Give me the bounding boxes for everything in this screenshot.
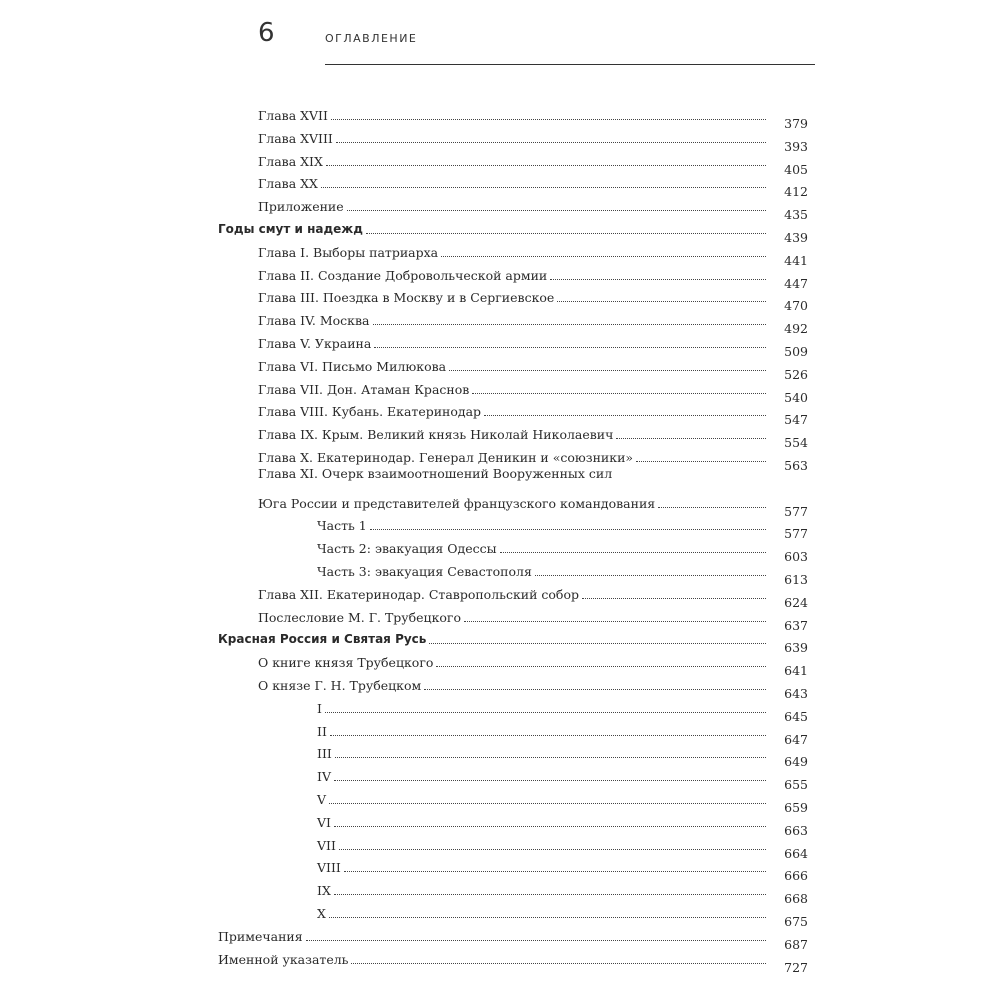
page-header [0, 0, 1000, 70]
toc-entry [317, 694, 808, 724]
toc-entry-title: Часть 3: эвакуация Севастополя [317, 564, 532, 579]
toc-entry [258, 329, 808, 359]
toc-entry-page: 547 [784, 412, 808, 427]
toc-entry [218, 922, 808, 952]
toc-entry [317, 785, 808, 815]
dot-leader [370, 529, 766, 530]
toc-entry [258, 147, 808, 177]
toc-entry-page: 668 [784, 891, 808, 906]
toc-entry-title: Глава I. Выборы патриарха [258, 245, 439, 260]
toc-entry-page: 435 [784, 207, 808, 222]
toc-entry-title: Красная Россия и Святая Русь [218, 632, 427, 646]
toc-entry-title: Глава XVIII [258, 131, 333, 146]
toc-entry-title: Глава II. Создание Добровольческой армии [258, 268, 548, 283]
dot-leader [373, 324, 767, 325]
toc-entry-title: Юга России и представителей французского командования [258, 496, 656, 511]
toc-entry-title: I [317, 701, 322, 716]
toc-entry-page: 643 [784, 686, 808, 701]
dot-leader [636, 461, 766, 462]
toc-entry [218, 625, 808, 655]
toc-entry [317, 899, 808, 929]
dot-leader [464, 621, 766, 622]
toc-entry [258, 489, 808, 519]
toc-entry [258, 352, 808, 382]
toc-entry [258, 124, 808, 154]
dot-leader [557, 301, 766, 302]
toc-entry-page: 727 [784, 960, 808, 975]
toc-entry [258, 283, 808, 313]
dot-leader [366, 233, 766, 234]
toc-entry-title: V [317, 792, 327, 807]
toc-entry-title: Часть 1 [317, 518, 367, 533]
dot-leader [351, 963, 766, 964]
toc-entry-page: 405 [784, 162, 808, 177]
toc-entry [258, 466, 808, 488]
toc-entry-title: Глава XI. Очерк взаимоотношений Вооруженных сил [258, 466, 613, 481]
dot-leader [441, 256, 766, 257]
toc-entry [317, 876, 808, 906]
toc-entry-title: X [317, 906, 326, 921]
dot-leader [329, 917, 766, 918]
toc-entry [258, 306, 808, 336]
toc-entry-title: Глава III. Поездка в Москву и в Сергиевское [258, 290, 555, 305]
toc-entry-title: Годы смут и надежд [218, 222, 363, 236]
toc-entry-page: 639 [784, 640, 808, 655]
toc-entry-page: 663 [784, 823, 808, 838]
toc-entry-title: Глава XIX [258, 154, 323, 169]
toc-entry-page: 664 [784, 846, 808, 861]
dot-leader [449, 370, 766, 371]
toc-entry-title: Примечания [218, 929, 303, 944]
toc-entry-page: 563 [784, 458, 808, 473]
toc-entry-page: 439 [784, 230, 808, 245]
toc-entry-page: 470 [784, 298, 808, 313]
toc-entry [258, 671, 808, 701]
toc-entry-title: Послесловие М. Г. Трубецкого [258, 610, 462, 625]
toc-entry-title: VIII [317, 860, 341, 875]
toc-entry-title: Глава X. Екатеринодар. Генерал Деникин и «союзники» [258, 450, 634, 465]
dot-leader [535, 575, 766, 576]
toc-entry-page: 492 [784, 321, 808, 336]
toc-entry [317, 557, 808, 587]
toc-entry-page: 577 [784, 526, 808, 541]
dot-leader [339, 849, 766, 850]
toc-entry-page: 637 [784, 618, 808, 633]
toc-entry-page: 412 [784, 184, 808, 199]
dot-leader [436, 666, 766, 667]
toc-entry-page: 659 [784, 800, 808, 815]
dot-leader [336, 142, 766, 143]
toc-entry-page: 613 [784, 572, 808, 587]
toc-entry-page: 441 [784, 253, 808, 268]
toc-entry-page: 603 [784, 549, 808, 564]
toc-entry [317, 511, 808, 541]
dot-leader [334, 826, 766, 827]
toc-entry-page: 641 [784, 663, 808, 678]
toc-entry [317, 534, 808, 564]
toc-entry [317, 717, 808, 747]
toc-entry-title: Глава VI. Письмо Милюкова [258, 359, 447, 374]
toc-entry-page: 655 [784, 777, 808, 792]
toc-entry-title: Глава XVII [258, 108, 328, 123]
toc-entry [258, 169, 808, 199]
toc-entry [317, 739, 808, 769]
dot-leader [335, 757, 766, 758]
toc-entry-page: 509 [784, 344, 808, 359]
dot-leader [424, 689, 766, 690]
dot-leader [658, 507, 766, 508]
dot-leader [334, 780, 766, 781]
toc-entry-title: Глава VIII. Кубань. Екатеринодар [258, 404, 482, 419]
running-head: ОГЛАВЛЕНИЕ [325, 32, 418, 45]
toc-entry-page: 393 [784, 139, 808, 154]
toc-entry-title: Глава XX [258, 176, 318, 191]
toc-entry [258, 375, 808, 405]
dot-leader [334, 894, 766, 895]
toc-entry-page: 645 [784, 709, 808, 724]
dot-leader [344, 871, 766, 872]
toc-entry-title: Глава V. Украина [258, 336, 372, 351]
dot-leader [325, 712, 766, 713]
toc-entry [317, 831, 808, 861]
toc-entry [258, 238, 808, 268]
toc-entry-title: Приложение [258, 199, 344, 214]
toc-entry [258, 420, 808, 450]
toc-entry-page: 447 [784, 276, 808, 291]
toc-entry-title: VI [317, 815, 331, 830]
page-number: 6 [258, 18, 275, 48]
toc-entry-title: IX [317, 883, 331, 898]
toc-entry-page: 540 [784, 390, 808, 405]
toc-entry-title: О князе Г. Н. Трубецком [258, 678, 422, 693]
toc-entry [317, 762, 808, 792]
toc-entry-title: IV [317, 769, 331, 784]
dot-leader [321, 187, 766, 188]
dot-leader [582, 598, 766, 599]
toc-entry-page: 526 [784, 367, 808, 382]
header-rule [325, 64, 815, 65]
toc-entry-title: VII [317, 838, 336, 853]
toc-entry-title: Глава IX. Крым. Великий князь Николай Николаевич [258, 427, 614, 442]
toc-entry-page: 666 [784, 868, 808, 883]
toc-entry-title: Глава VII. Дон. Атаман Краснов [258, 382, 470, 397]
toc-entry [258, 443, 808, 473]
toc-entry-title: Глава XII. Екатеринодар. Ставропольский собор [258, 587, 579, 602]
dot-leader [616, 438, 766, 439]
toc-entry [258, 192, 808, 222]
dot-leader [331, 119, 766, 120]
toc-entry-page: 675 [784, 914, 808, 929]
dot-leader [347, 210, 766, 211]
dot-leader [500, 552, 766, 553]
toc-entry-title: Именной указатель [218, 952, 349, 967]
toc-entry [317, 808, 808, 838]
toc-entry-page: 624 [784, 595, 808, 610]
toc-entry-title: О книге князя Трубецкого [258, 655, 434, 670]
toc-entry-page: 647 [784, 732, 808, 747]
toc-entry [258, 397, 808, 427]
toc-entry-page: 577 [784, 504, 808, 519]
toc-entry [258, 648, 808, 678]
toc-entry-title: III [317, 746, 332, 761]
toc-entry [258, 261, 808, 291]
dot-leader [306, 940, 766, 941]
toc-entry-page: 554 [784, 435, 808, 450]
toc-entry [317, 853, 808, 883]
toc-entry-page: 379 [784, 116, 808, 131]
toc-entry [258, 580, 808, 610]
toc-entry-title: Часть 2: эвакуация Одессы [317, 541, 497, 556]
dot-leader [329, 803, 766, 804]
dot-leader [429, 643, 766, 644]
dot-leader [550, 279, 766, 280]
toc-entry-page: 687 [784, 937, 808, 952]
toc-entry [258, 603, 808, 633]
dot-leader [484, 415, 766, 416]
toc-entry-page: 649 [784, 754, 808, 769]
toc-entry [218, 945, 808, 975]
toc-entry [258, 101, 808, 131]
dot-leader [374, 347, 766, 348]
toc-entry [218, 215, 808, 245]
toc-entry-title: Глава IV. Москва [258, 313, 370, 328]
dot-leader [472, 393, 766, 394]
dot-leader [330, 735, 766, 736]
dot-leader [326, 165, 766, 166]
toc-entry-title: II [317, 724, 327, 739]
